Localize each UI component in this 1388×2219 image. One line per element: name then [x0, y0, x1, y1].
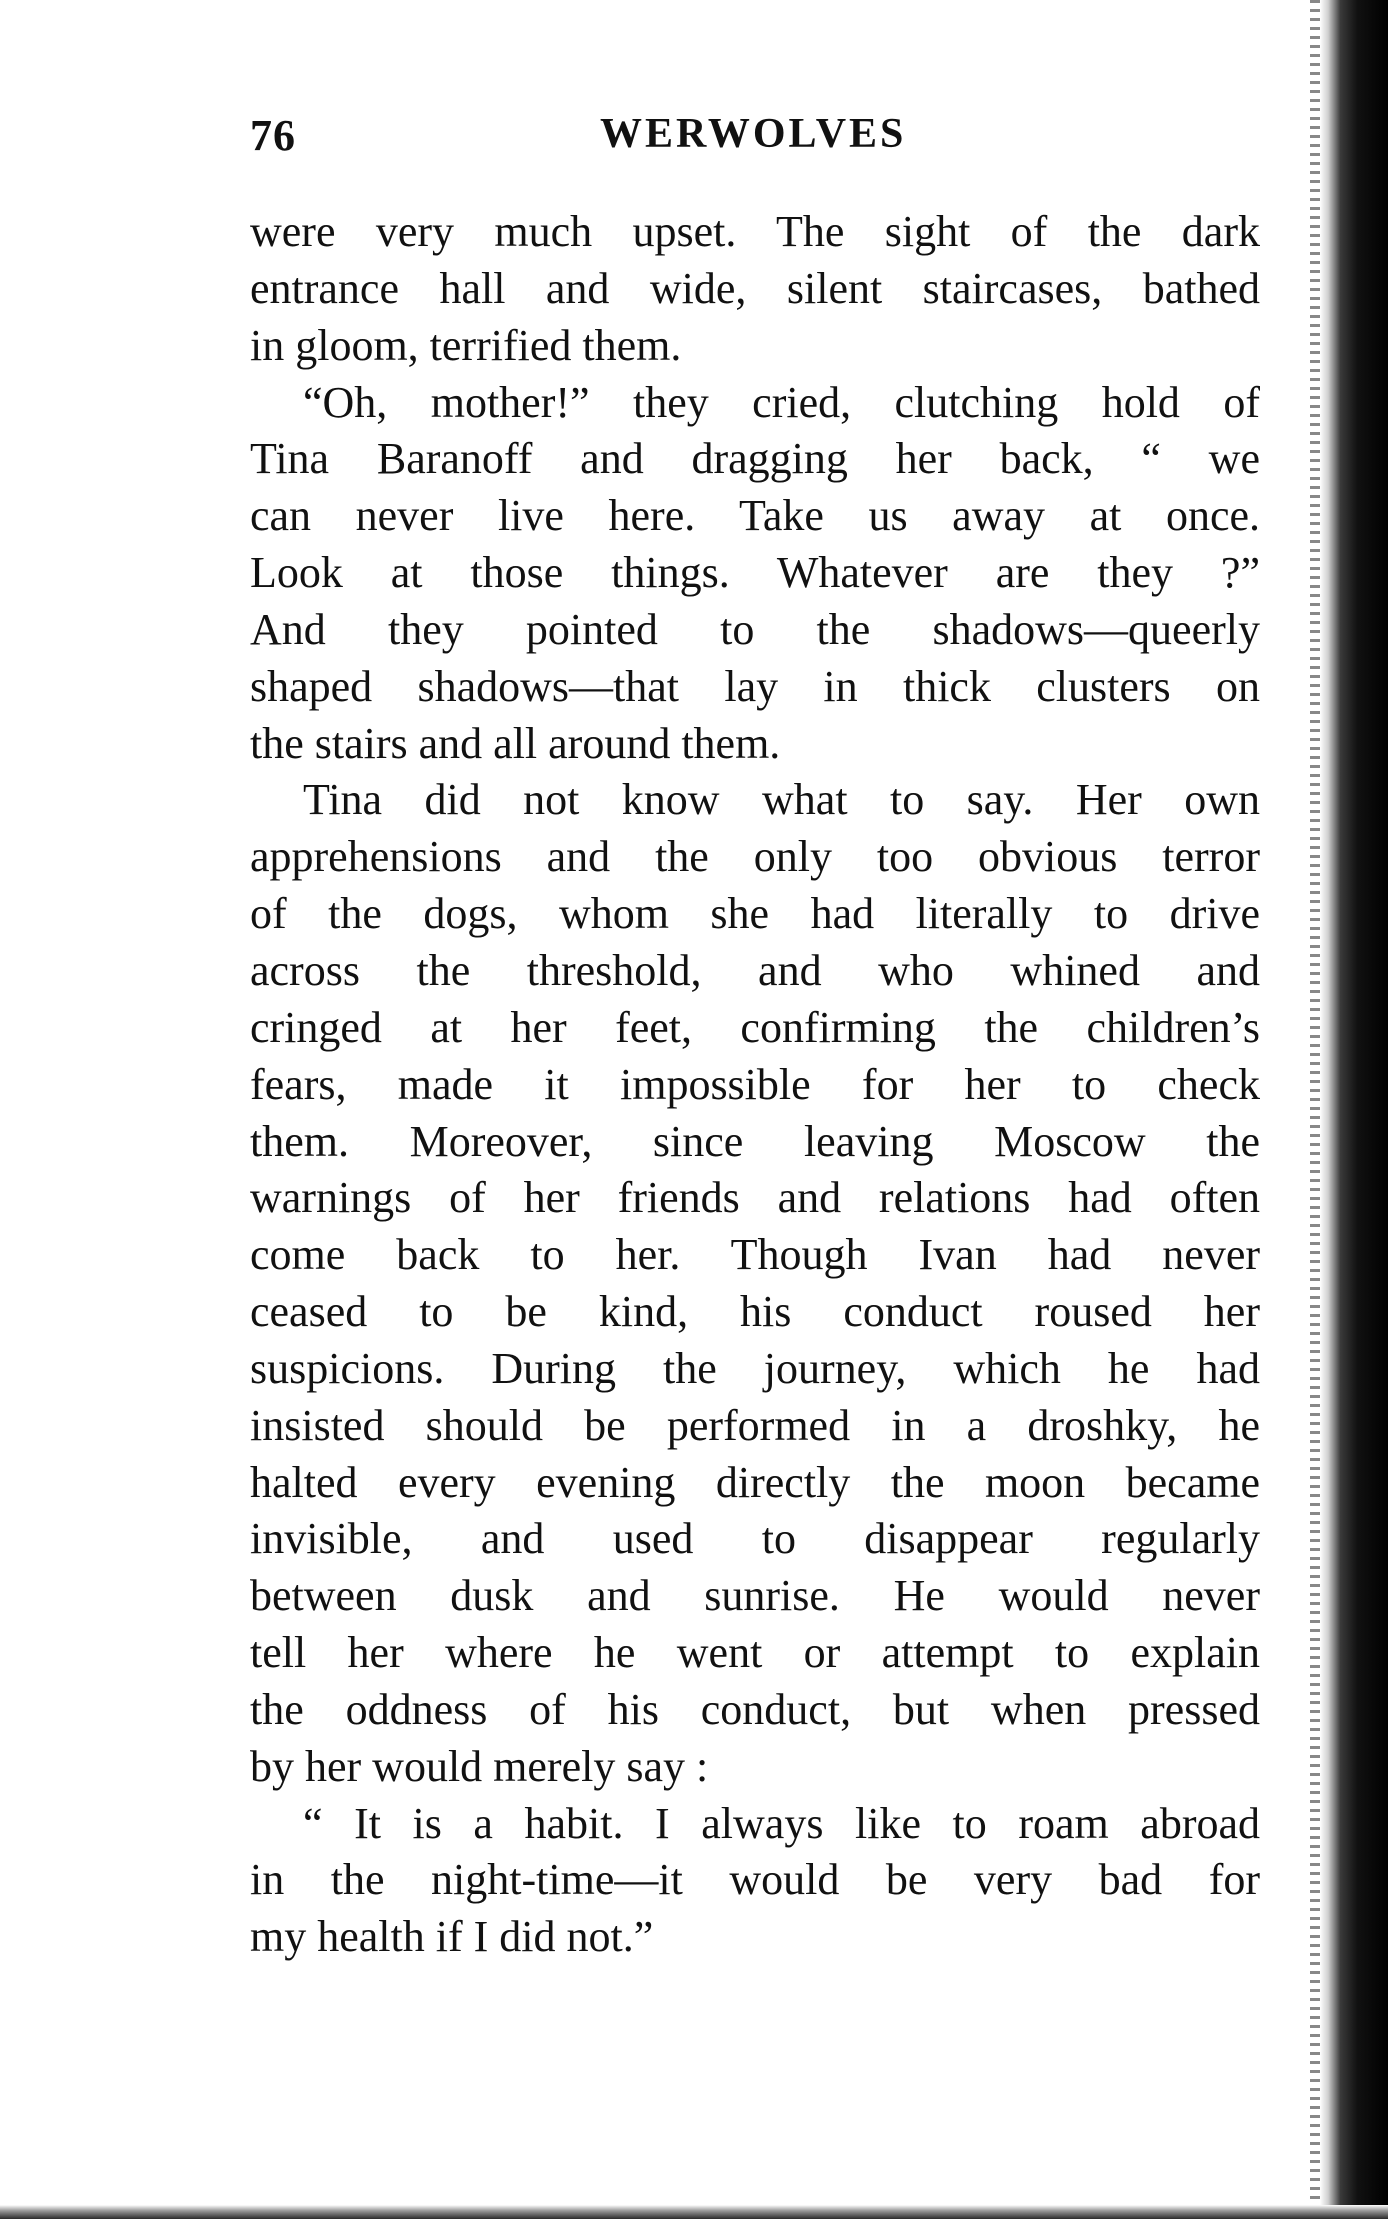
- text-line: insisted should be performed in a droshky, he: [250, 1400, 1260, 1450]
- text-line: by her would merely say :: [250, 1741, 709, 1791]
- bottom-edge: [0, 2205, 1388, 2219]
- body-text: [250, 204, 1260, 1966]
- running-head: [250, 100, 1260, 170]
- text-line: suspicions. During the journey, which he had: [250, 1343, 1260, 1393]
- text-line: warnings of her friends and relations had often: [250, 1173, 1260, 1223]
- text-line: fears, made it impossible for her to check: [250, 1059, 1260, 1109]
- text-line: them. Moreover, since leaving Moscow the: [250, 1116, 1260, 1166]
- text-line: And they pointed to the shadows—queerly: [250, 604, 1260, 654]
- text-line: apprehensions and the only too obvious terror: [250, 832, 1260, 882]
- text-line: my health if I did not.”: [250, 1912, 654, 1962]
- text-line: entrance hall and wide, silent staircases, bathed: [250, 263, 1260, 313]
- text-line: invisible, and used to disappear regularly: [250, 1514, 1260, 1564]
- text-line: in gloom, terrified them.: [250, 320, 682, 370]
- text-line: of the dogs, whom she had literally to drive: [250, 889, 1260, 939]
- text-line: halted every evening directly the moon became: [250, 1457, 1260, 1507]
- text-line: Tina Baranoff and dragging her back, “ we: [250, 434, 1260, 484]
- text-line: Tina did not know what to say. Her own: [303, 775, 1260, 825]
- page-number: 76: [250, 111, 296, 160]
- spine-edge: [1320, 0, 1388, 2219]
- text-line: “Oh, mother!” they cried, clutching hold of: [303, 377, 1260, 427]
- text-line: across the threshold, and who whined and: [250, 945, 1260, 995]
- text-line: tell her where he went or attempt to explain: [250, 1628, 1260, 1678]
- text-line: cringed at her feet, confirming the children’s: [250, 1002, 1260, 1052]
- running-title: WERWOLVES: [600, 111, 907, 157]
- text-line: can never live here. Take us away at once.: [250, 491, 1260, 541]
- text-line: in the night-time—it would be very bad for: [250, 1855, 1260, 1905]
- text-line: “ It is a habit. I always like to roam abroad: [303, 1798, 1260, 1848]
- text-line: shaped shadows—that lay in thick clusters on: [250, 661, 1260, 711]
- text-line: the oddness of his conduct, but when pressed: [250, 1684, 1260, 1734]
- text-line: were very much upset. The sight of the dark: [250, 207, 1260, 256]
- text-line: come back to her. Though Ivan had never: [250, 1230, 1260, 1280]
- text-line: the stairs and all around them.: [250, 718, 781, 768]
- text-line: Look at those things. Whatever are they ?”: [250, 548, 1260, 598]
- text-line: ceased to be kind, his conduct roused her: [250, 1287, 1260, 1337]
- text-line: between dusk and sunrise. He would never: [250, 1571, 1260, 1621]
